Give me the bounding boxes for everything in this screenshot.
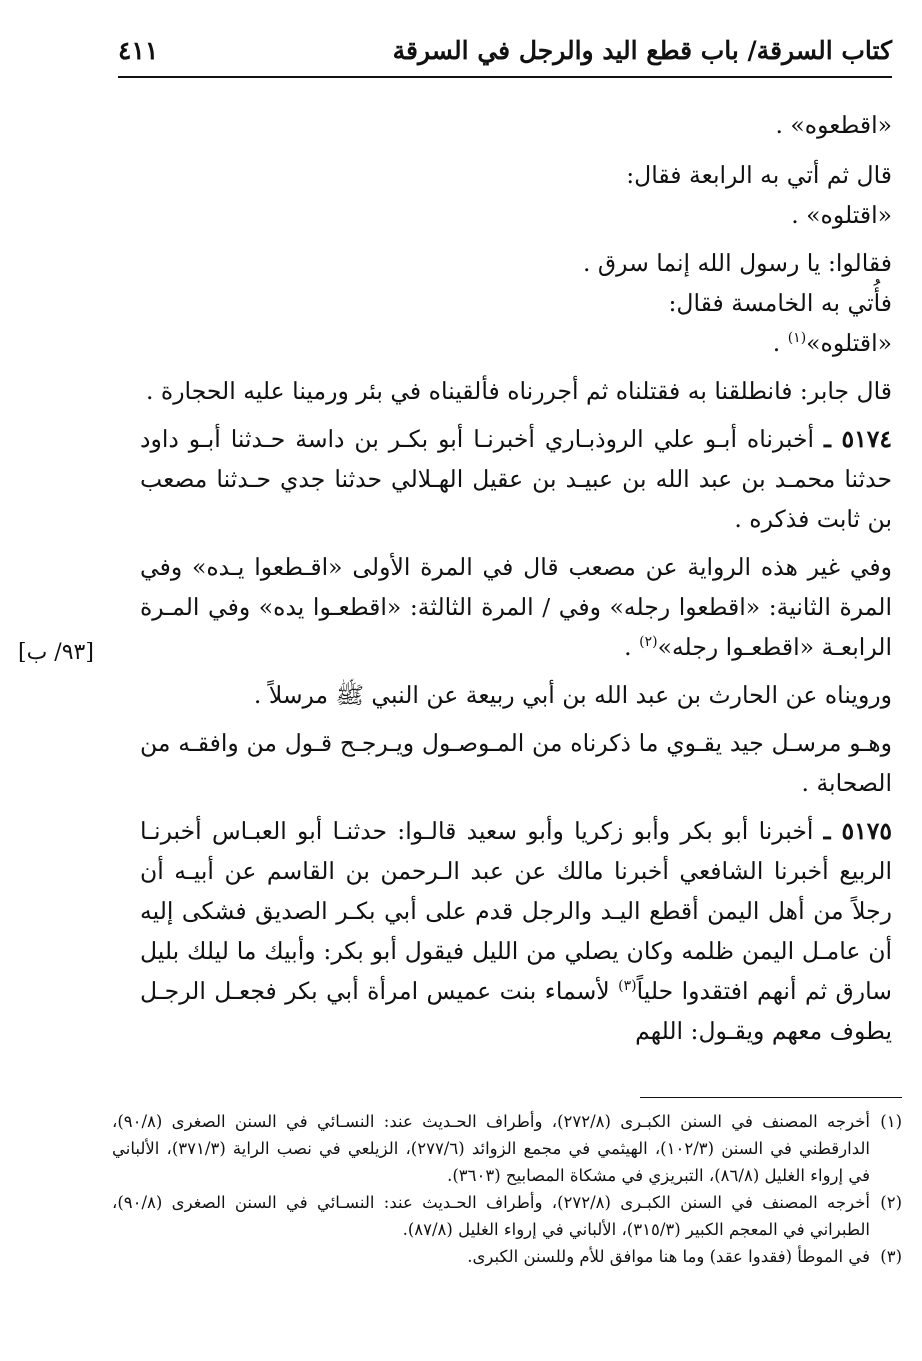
hadith-text: لأسماء بنت عميس امرأة أبي بكر فجعـل الرجـل يطوف معهم ويقـول: اللهم (140, 977, 892, 1045)
hadith-paragraph (140, 811, 892, 1051)
punctuation: . (772, 329, 788, 357)
hadith-text: أخبرناه أبـو علي الروذبـاري أخبرنـا أبو بكـر بن داسة حـدثنا أبـو داود حدثنا محمـد بن عبد الله بن عبيـد بن عقيل الهـلالي حدثنا جدي حـدثنا مصعب بن ثابت فذكره . (140, 425, 892, 533)
running-header (118, 30, 892, 78)
footnote-ref: (١) (787, 330, 807, 347)
paragraph: ورويناه عن الحارث بن عبد الله بن أبي ربيعة عن النبي ﷺ مرسلاً . (253, 681, 892, 709)
footnote-separator (640, 1097, 902, 1098)
footnote (112, 1108, 902, 1189)
hadith-text: أخبرنا أبو بكر وأبو زكريا وأبو سعيد قالـوا: حدثنـا أبو العبـاس أخبرنـا الربيع أخبرنا الشافعي أخبرنا مالك عن عبد الـرحمن بن القاسم عن أبيـه أن رجلاً من أهل اليمن أقطع اليـد والرجل قدم على أبي بكـر الصديق فشكى إليه أن عامـل اليمن ظلمه وكان يصلي من الليل فيقول أبو بكر: وأبيك ما ليلك بليل سارق ثم أنهم افتقدوا حلياً (140, 817, 892, 1005)
page-number: ٤١١ (118, 36, 159, 65)
paragraph: قال جابر: فانطلقنا به فقتلناه ثم أجررناه فألقيناه في بئر ورمينا عليه الحجارة . (145, 377, 892, 405)
hadith-number: ٥١٧٤ ـ (823, 425, 892, 453)
footnote-text: أخرجه المصنف في السنن الكبـرى (٢٧٢/٨)، وأطراف الحـديث عند: النسـائي في السنن الصغرى (٩٠/٨)، الدارقطني في السنن (١٠٢/٣)، الهيثمي في مجمع الزوائد (٢٧٧/٦)، الزيلعي في نصب الراية (٣٧١/٣)، الألباني في إرواء الغليل (٨٦/٨)، التبريزي في مشكاة المصابيح (٣٦٠٣). (112, 1112, 870, 1185)
header-rule (118, 76, 892, 78)
paragraph-text: وفي غير هذه الرواية عن مصعب قال في المرة الأولى «اقـطعوا يـده» وفي المرة الثانية: «اقطعوا رجله» وفي / المرة الثالثة: «اقطعـوا يده» وفي المـرة الرابعـة «اقطعـوا رجله» (140, 553, 892, 661)
paragraph: فأُتي به الخامسة فقال: (668, 289, 892, 317)
paragraph (140, 547, 892, 667)
punctuation: . (624, 633, 640, 661)
footnote (112, 1189, 902, 1243)
footnote-number: (٣) (880, 1247, 902, 1266)
hadith-paragraph (140, 419, 892, 539)
footnote-number: (١) (880, 1112, 902, 1131)
quote-text: «اقتلوه» (806, 329, 892, 357)
paragraph (140, 323, 892, 363)
paragraph: فقالوا: يا رسول الله إنما سرق . (582, 249, 892, 277)
paragraph: قال ثم أتي به الرابعة فقال: (626, 161, 892, 189)
paragraph: وهـو مرسـل جيد يقـوي ما ذكرناه من المـوصـول ويـرجـح قـول من وافقـه من الصحابة . (140, 729, 892, 797)
hadith-number: ٥١٧٥ ـ (823, 817, 892, 845)
footnote-ref: (٢) (639, 634, 658, 651)
footnote (112, 1243, 902, 1270)
footnote-number: (٢) (880, 1193, 902, 1212)
footnote-text: في الموطأ (فقدوا عقد) وما هنا موافق للأم وللسنن الكبرى. (467, 1247, 870, 1266)
paragraph: «اقطعوه» . (775, 111, 892, 139)
header-title: كتاب السرقة/ باب قطع اليد والرجل في السرقة (392, 36, 892, 65)
footnote-ref: (٣) (618, 978, 637, 995)
main-text (140, 105, 892, 1059)
footnotes (112, 1108, 902, 1270)
manuscript-folio-note: [٩٣/ ب] (18, 640, 94, 665)
footnote-text: أخرجه المصنف في السنن الكبـرى (٢٧٢/٨)، وأطراف الحـديث عند: النسـائي في السنن الصغرى (٩٠/٨)، الطبراني في المعجم الكبير (٣١٥/٣)، الألباني في إرواء الغليل (٨٧/٨). (112, 1193, 870, 1239)
paragraph: «اقتلوه» . (791, 201, 892, 229)
